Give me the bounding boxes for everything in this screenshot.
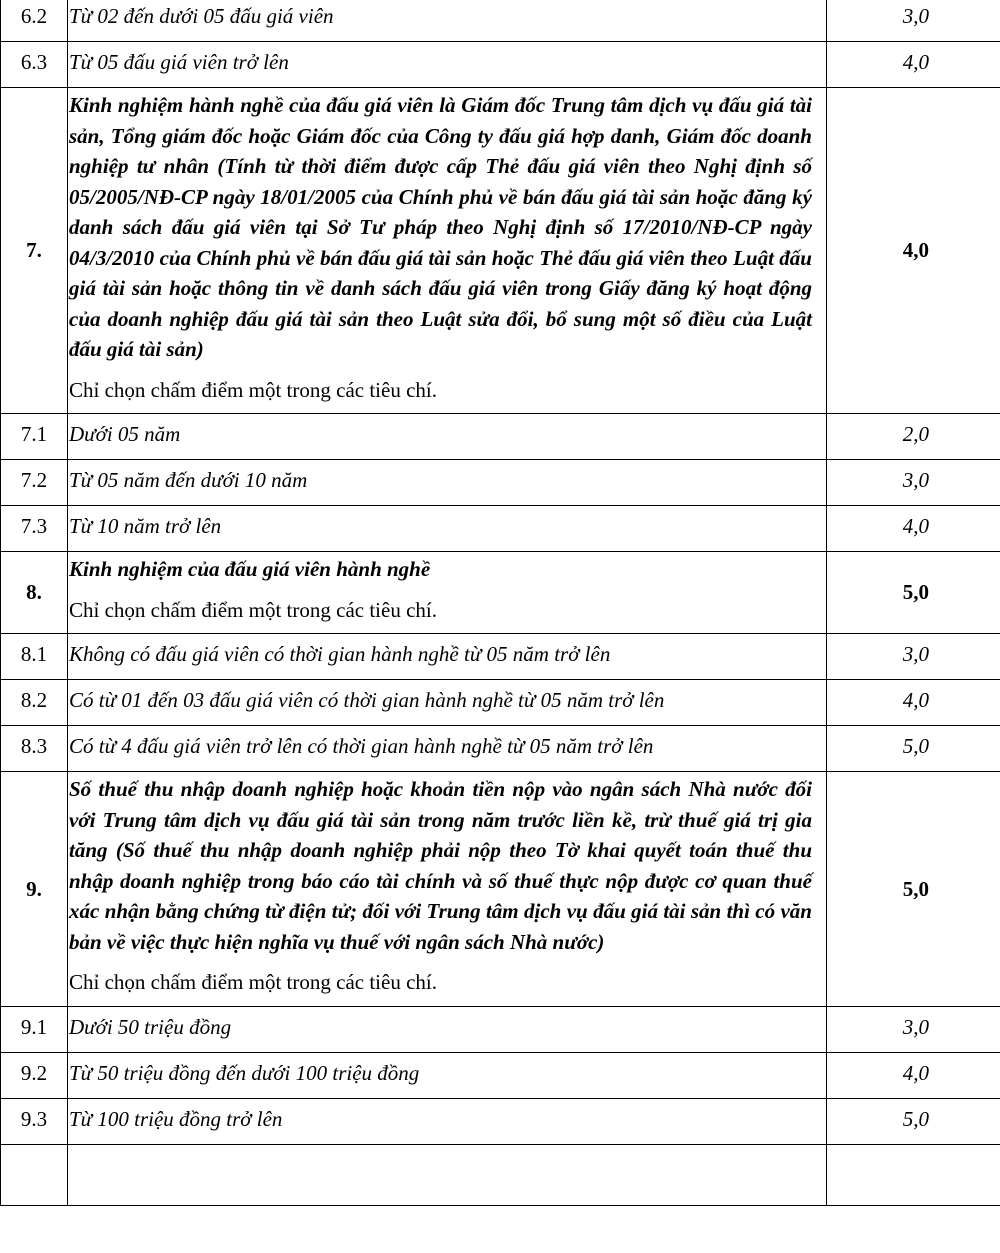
max-score: 3,0: [827, 0, 1000, 42]
criterion-text-cell: Từ 05 đấu giá viên trở lên: [68, 42, 827, 88]
criterion-text-cell: Từ 100 triệu đồng trở lên: [68, 1098, 827, 1144]
sub-criterion-row: [1, 460, 1000, 506]
criterion-title: Số thuế thu nhập doanh nghiệp hoặc khoản tiền nộp vào ngân sách Nhà nước đối với Trung tâm dịch vụ đấu giá tài sản trong năm trước liền kề, trừ thuế giá trị gia tăng (Số thuế thu nhập doanh nghiệp phải nộp theo Tờ khai quyết toán thuế thu nhập doanh nghiệp trong báo cáo tài chính và số thuế thực nộp được cơ quan thuế xác nhận bằng chứng từ điện tử; đối với Trung tâm dịch vụ đấu giá tài sản thì có văn bản về việc thực hiện nghĩa vụ thuế với ngân sách Nhà nước): [69, 777, 812, 954]
criterion-text-cell: Từ 10 năm trở lên: [68, 506, 827, 552]
criterion-text-cell: Từ 50 triệu đồng đến dưới 100 triệu đồng: [68, 1052, 827, 1098]
sub-criterion-row: [1, 1006, 1000, 1052]
item-number: 9.: [1, 772, 68, 1007]
item-number: 8.3: [1, 726, 68, 772]
criterion-title: Kinh nghiệm của đấu giá viên hành nghề: [69, 557, 431, 581]
max-score: 4,0: [827, 42, 1000, 88]
max-score: 3,0: [827, 460, 1000, 506]
item-number: 9.2: [1, 1052, 68, 1098]
sub-criterion-row: [1, 680, 1000, 726]
selection-note: Chỉ chọn chấm điểm một trong các tiêu chí.: [69, 377, 437, 402]
item-number: 8.2: [1, 680, 68, 726]
criterion-row: [1, 88, 1000, 414]
criterion-text-cell: [68, 88, 827, 414]
criterion-text-cell: Không có đấu giá viên có thời gian hành nghề từ 05 năm trở lên: [68, 634, 827, 680]
item-number: 9.3: [1, 1098, 68, 1144]
criterion-text-cell: [68, 552, 827, 634]
table-row-continued: [1, 1144, 1000, 1205]
criterion-text-cell: Dưới 05 năm: [68, 414, 827, 460]
selection-note: Chỉ chọn chấm điểm một trong các tiêu chí.: [69, 597, 437, 622]
empty-cell: [1, 1144, 68, 1205]
item-number: 9.1: [1, 1006, 68, 1052]
max-score: 3,0: [827, 634, 1000, 680]
max-score: 5,0: [827, 772, 1000, 1007]
sub-criterion-row: [1, 0, 1000, 42]
max-score: 4,0: [827, 88, 1000, 414]
sub-criterion-row: [1, 1098, 1000, 1144]
criterion-text-cell: Từ 02 đến dưới 05 đấu giá viên: [68, 0, 827, 42]
sub-criterion-row: [1, 634, 1000, 680]
item-number: 8.: [1, 552, 68, 634]
sub-criterion-row: [1, 414, 1000, 460]
criterion-title: Kinh nghiệm hành nghề của đấu giá viên là Giám đốc Trung tâm dịch vụ đấu giá tài sản, Tổng giám đốc hoặc Giám đốc của Công ty đấu giá hợp danh, Giám đốc doanh nghiệp tư nhân (Tính từ thời điểm được cấp Thẻ đấu giá viên theo Nghị định số 05/2005/NĐ-CP ngày 18/01/2005 của Chính phủ về bán đấu giá tài sản hoặc đăng ký danh sách đấu giá viên tại Sở Tư pháp theo Nghị định số 17/2010/NĐ-CP ngày 04/3/2010 của Chính phủ về bán đấu giá tài sản hoặc Thẻ đấu giá viên theo Luật đấu giá tài sản hoặc thông tin về danh sách đấu giá viên trong Giấy đăng ký hoạt động của doanh nghiệp đấu giá tài sản theo Luật sửa đổi, bổ sung một số điều của Luật đấu giá tài sản): [69, 93, 812, 361]
sub-criterion-row: [1, 42, 1000, 88]
item-number: 8.1: [1, 634, 68, 680]
max-score: 4,0: [827, 1052, 1000, 1098]
criterion-row: [1, 772, 1000, 1007]
max-score: 3,0: [827, 1006, 1000, 1052]
max-score: 4,0: [827, 506, 1000, 552]
item-number: 6.3: [1, 42, 68, 88]
criterion-text-cell: Có từ 4 đấu giá viên trở lên có thời gian hành nghề từ 05 năm trở lên: [68, 726, 827, 772]
item-number: 7.: [1, 88, 68, 414]
max-score: 5,0: [827, 552, 1000, 634]
criterion-text-cell: Dưới 50 triệu đồng: [68, 1006, 827, 1052]
criteria-table-body: [1, 0, 1000, 1205]
empty-cell: [68, 1144, 827, 1205]
max-score: 5,0: [827, 726, 1000, 772]
sub-criterion-row: [1, 506, 1000, 552]
criterion-text-cell: Từ 05 năm đến dưới 10 năm: [68, 460, 827, 506]
empty-cell: [827, 1144, 1000, 1205]
criterion-row: [1, 552, 1000, 634]
max-score: 4,0: [827, 680, 1000, 726]
item-number: 6.2: [1, 0, 68, 42]
criterion-text-cell: [68, 772, 827, 1007]
selection-note: Chỉ chọn chấm điểm một trong các tiêu chí.: [69, 970, 437, 994]
max-score: 2,0: [827, 414, 1000, 460]
item-number: 7.3: [1, 506, 68, 552]
sub-criterion-row: [1, 726, 1000, 772]
sub-criterion-row: [1, 1052, 1000, 1098]
item-number: 7.1: [1, 414, 68, 460]
max-score: 5,0: [827, 1098, 1000, 1144]
item-number: 7.2: [1, 460, 68, 506]
criterion-text-cell: Có từ 01 đến 03 đấu giá viên có thời gian hành nghề từ 05 năm trở lên: [68, 680, 827, 726]
